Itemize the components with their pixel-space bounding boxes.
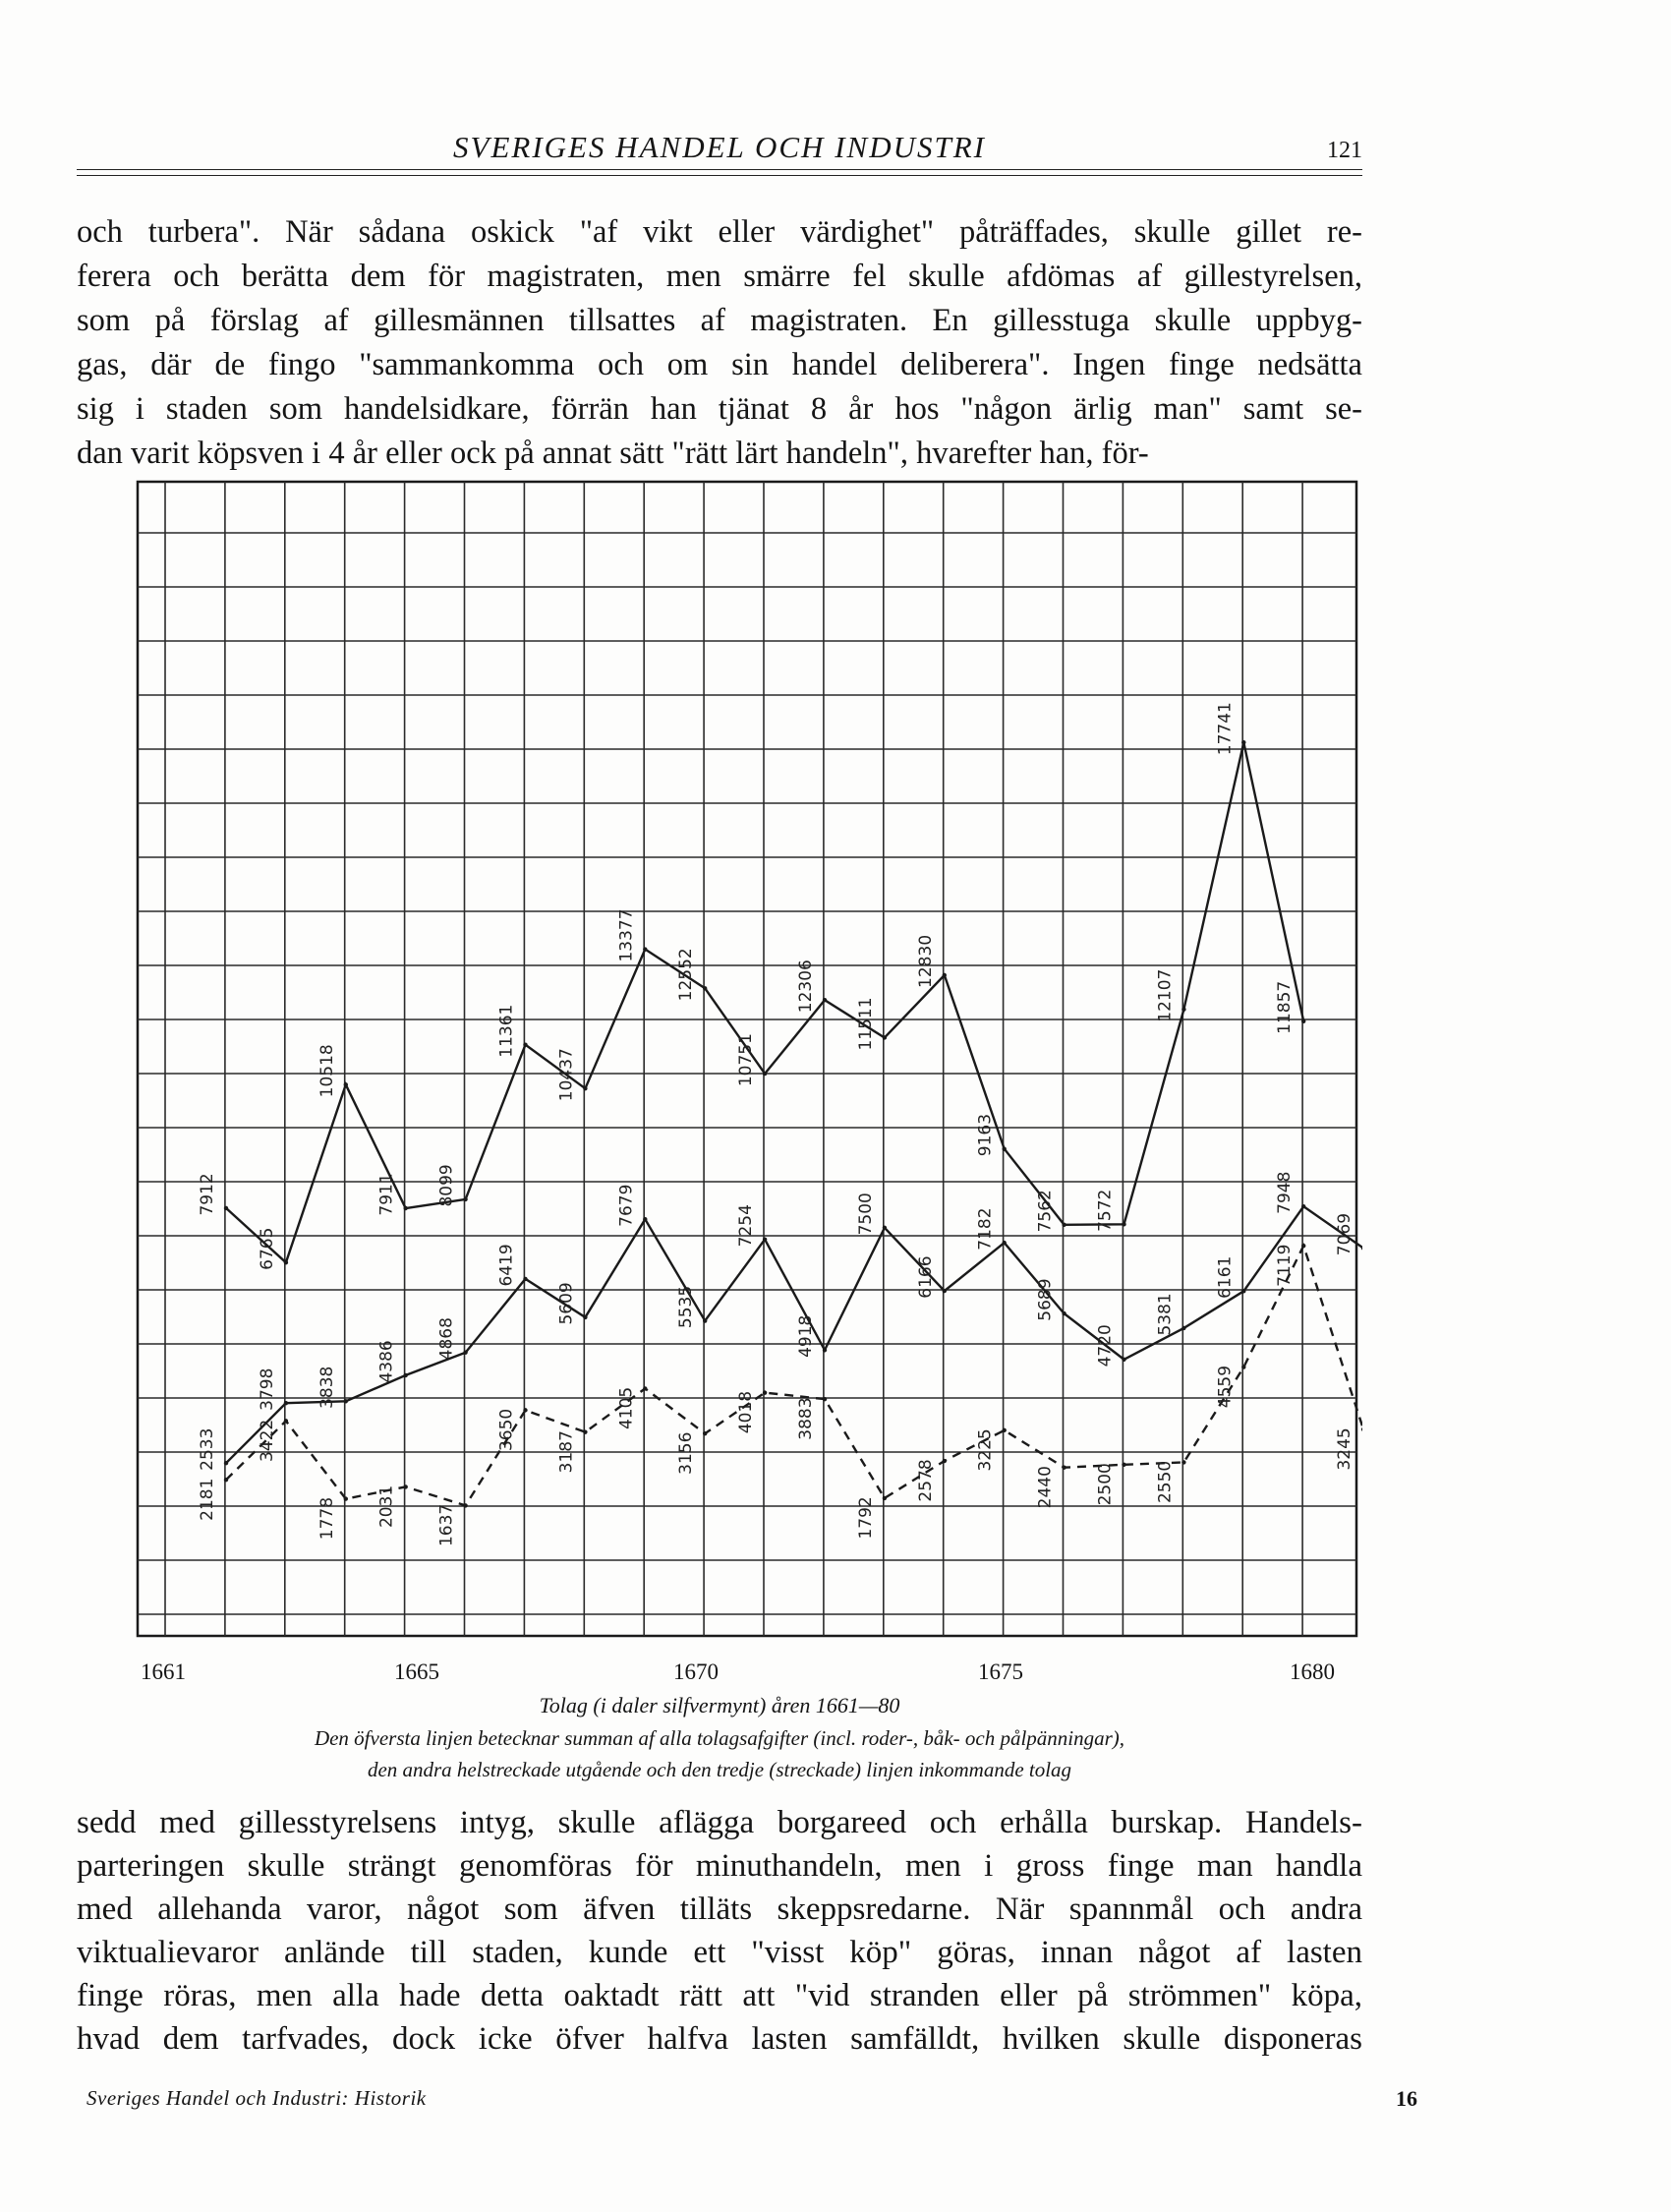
data-label: 13377: [616, 908, 637, 962]
data-point: [943, 1289, 947, 1293]
data-point: [703, 1431, 707, 1435]
data-label: 11361: [496, 1004, 517, 1058]
data-label: 1778: [317, 1496, 337, 1541]
data-point: [583, 1315, 587, 1319]
data-label: 3225: [975, 1428, 996, 1472]
data-point: [224, 1478, 228, 1482]
data-point: [643, 1386, 647, 1390]
data-point: [1301, 1244, 1305, 1248]
header-rule-top: [77, 169, 1362, 170]
x-axis-labels: [0, 1659, 1671, 1689]
data-label: 4105: [616, 1386, 637, 1430]
x-tick-label: 1665: [394, 1659, 439, 1684]
footer-signature-number: 16: [1396, 2086, 1417, 2111]
data-label: 7069: [1335, 1212, 1355, 1256]
data-point: [284, 1419, 288, 1423]
data-label: 11857: [1275, 980, 1296, 1034]
data-label: 4559: [1215, 1365, 1236, 1409]
data-label: 7912: [198, 1173, 217, 1216]
footer-publication: Sveriges Handel och Industri: Historik: [86, 2086, 427, 2110]
data-label: 3156: [676, 1431, 697, 1475]
data-label: 6419: [496, 1244, 517, 1287]
data-point: [823, 1348, 827, 1352]
data-point: [1241, 740, 1245, 744]
data-point: [1301, 1019, 1305, 1023]
body-text-bottom: [77, 1801, 1362, 2061]
text-line: gas, där de fingo "sammankomma och om sin handel deliberera". Ingen finge nedsätta: [77, 347, 1362, 382]
data-label: 2440: [1035, 1466, 1056, 1509]
data-point: [224, 1461, 228, 1465]
data-label: 4018: [736, 1390, 757, 1434]
text-line: och turbera". När sådana oskick "af vikt eller värdighet" påträffades, skulle gillet re-: [77, 214, 1362, 250]
data-label: 7119: [1275, 1244, 1296, 1287]
data-point: [703, 986, 707, 990]
data-point: [284, 1260, 288, 1264]
data-point: [823, 998, 827, 1002]
data-label: 4720: [1095, 1324, 1116, 1368]
data-label: 6765: [257, 1227, 277, 1270]
data-label: 5535: [676, 1285, 697, 1329]
data-point: [1003, 1146, 1007, 1150]
data-point: [463, 1350, 467, 1354]
data-point: [1241, 1365, 1245, 1368]
data-point: [523, 1277, 527, 1281]
data-label: 3798: [257, 1368, 277, 1411]
text-line: med allehanda varor, något som äfven tilläts skeppsredarne. När spannmål och andra: [77, 1892, 1362, 1927]
data-label: 10437: [556, 1048, 577, 1102]
data-point: [643, 1217, 647, 1221]
chart-caption-title: Tolag (i daler silfvermynt) åren 1661—80: [539, 1693, 900, 1717]
data-label: 2550: [1155, 1460, 1176, 1504]
data-point: [1003, 1241, 1007, 1245]
data-point: [344, 1082, 348, 1086]
data-label: 7500: [855, 1193, 876, 1236]
data-point: [883, 1035, 887, 1039]
data-label: 2181: [198, 1478, 217, 1521]
data-label: 12552: [676, 948, 697, 1002]
data-label: 9163: [975, 1113, 996, 1157]
tolag-line-chart: [128, 476, 1362, 1646]
data-point: [1181, 1460, 1185, 1464]
x-tick-label: 1661: [141, 1659, 186, 1684]
data-point: [583, 1086, 587, 1090]
data-label: 8099: [436, 1164, 457, 1207]
data-point: [1122, 1222, 1125, 1226]
data-point: [763, 1390, 767, 1394]
data-label: 2500: [1095, 1463, 1116, 1506]
text-line: parteringen skulle strängt genomföras för minuthandeln, men i gross finge man handla: [77, 1848, 1362, 1884]
page-number: 121: [1327, 138, 1362, 163]
data-point: [463, 1197, 467, 1201]
data-label: 11511: [855, 997, 876, 1051]
data-point: [463, 1503, 467, 1507]
data-label: 2533: [198, 1427, 217, 1471]
data-label: 7572: [1095, 1189, 1116, 1232]
data-label: 2031: [376, 1484, 397, 1529]
data-label: 6161: [1215, 1255, 1236, 1299]
data-label: 2578: [915, 1459, 936, 1502]
x-tick-label: 1680: [1290, 1659, 1335, 1684]
data-label: 4386: [376, 1340, 397, 1383]
data-point: [344, 1399, 348, 1403]
data-point: [1301, 1204, 1305, 1208]
data-label: 10751: [736, 1033, 757, 1087]
data-label: 3883: [796, 1397, 816, 1440]
data-point: [344, 1496, 348, 1500]
data-point: [1122, 1463, 1125, 1467]
data-label: 5609: [556, 1282, 577, 1325]
data-point: [404, 1484, 408, 1488]
data-point: [1361, 1427, 1362, 1431]
data-label: 3245: [1335, 1427, 1355, 1471]
data-point: [523, 1408, 527, 1412]
data-point: [823, 1397, 827, 1401]
data-label: 6166: [915, 1255, 936, 1299]
page-header: [77, 128, 1362, 167]
data-point: [284, 1401, 288, 1405]
data-point: [1062, 1223, 1066, 1227]
data-label: 5381: [1155, 1293, 1176, 1336]
data-label: 7254: [736, 1204, 757, 1248]
data-point: [523, 1042, 527, 1046]
body-text-top: [77, 210, 1362, 476]
text-line: ferera och berätta dem för magistraten, men smärre fel skulle afdömas af gillestyrelsen,: [77, 259, 1362, 294]
text-line: sig i staden som handelsidkare, förrän han tjänat 8 år hos "någon ärlig man" samt se-: [77, 391, 1362, 427]
data-point: [763, 1072, 767, 1076]
text-line: finge röras, men alla hade detta oaktadt rätt att "vid stranden eller på strömmen" köpa,: [77, 1978, 1362, 2013]
text-line: sedd med gillesstyrelsens intyg, skulle aflägga borgareed och erhålla burskap. Handels-: [77, 1805, 1362, 1840]
data-point: [763, 1237, 767, 1241]
data-point: [583, 1429, 587, 1433]
data-point: [943, 1459, 947, 1463]
data-label: 4868: [436, 1317, 457, 1361]
data-point: [404, 1206, 408, 1210]
data-label: 3650: [496, 1408, 517, 1452]
data-point: [883, 1226, 887, 1230]
data-point: [1181, 1326, 1185, 1330]
data-point: [1003, 1428, 1007, 1432]
data-label: 10518: [317, 1044, 337, 1098]
data-point: [1062, 1465, 1066, 1469]
header-rule-bottom: [77, 175, 1362, 176]
running-title: SVERIGES HANDEL OCH INDUSTRI: [453, 130, 986, 164]
data-label: 7911: [376, 1173, 397, 1216]
chart-caption-line: Den öfversta linjen betecknar summan af alla tolagsafgifter (incl. roder-, båk- och pålpänningar),: [314, 1726, 1125, 1750]
data-label: 7948: [1275, 1171, 1296, 1214]
data-label: 4918: [796, 1314, 816, 1358]
text-line: som på förslag af gillesmännen tillsattes af magistraten. En gillesstuga skulle uppbyg-: [77, 303, 1362, 338]
data-point: [1122, 1358, 1125, 1362]
data-point: [1181, 1008, 1185, 1012]
data-point: [1062, 1311, 1066, 1315]
data-label: 7679: [616, 1184, 637, 1227]
text-line: dan varit köpsven i 4 år eller ock på annat sätt "rätt lärt handeln", hvarefter han, för-: [77, 436, 1149, 471]
data-label: 3187: [556, 1430, 577, 1474]
data-point: [1241, 1289, 1245, 1293]
data-label: 1792: [855, 1496, 876, 1540]
data-point: [883, 1496, 887, 1500]
x-tick-label: 1675: [978, 1659, 1023, 1684]
data-label: 3422: [257, 1419, 277, 1463]
series-line-2: [226, 1206, 1362, 1463]
text-line: viktualievaror anlände till staden, kunde ett "visst köp" göras, innan något af lasten: [77, 1935, 1362, 1970]
text-line: hvad dem tarfvades, dock icke öfver halfva lasten samfälldt, hvilken skulle disponeras: [77, 2021, 1362, 2057]
data-point: [224, 1206, 228, 1210]
data-label: 1637: [436, 1503, 457, 1547]
data-point: [404, 1373, 408, 1377]
data-label: 7562: [1035, 1190, 1056, 1233]
data-label: 12306: [796, 960, 816, 1014]
data-label: 5689: [1035, 1278, 1056, 1321]
data-point: [703, 1318, 707, 1322]
data-label: 3838: [317, 1366, 337, 1409]
data-label: 12107: [1155, 968, 1176, 1022]
x-tick-label: 1670: [673, 1659, 719, 1684]
data-label: 7182: [975, 1207, 996, 1251]
data-label: 12830: [915, 934, 936, 988]
data-point: [943, 973, 947, 977]
chart-caption-line: den andra helstreckade utgående och den tredje (streckade) linjen inkommande tolag: [367, 1758, 1072, 1781]
data-label: 17741: [1215, 702, 1236, 756]
data-point: [643, 947, 647, 951]
